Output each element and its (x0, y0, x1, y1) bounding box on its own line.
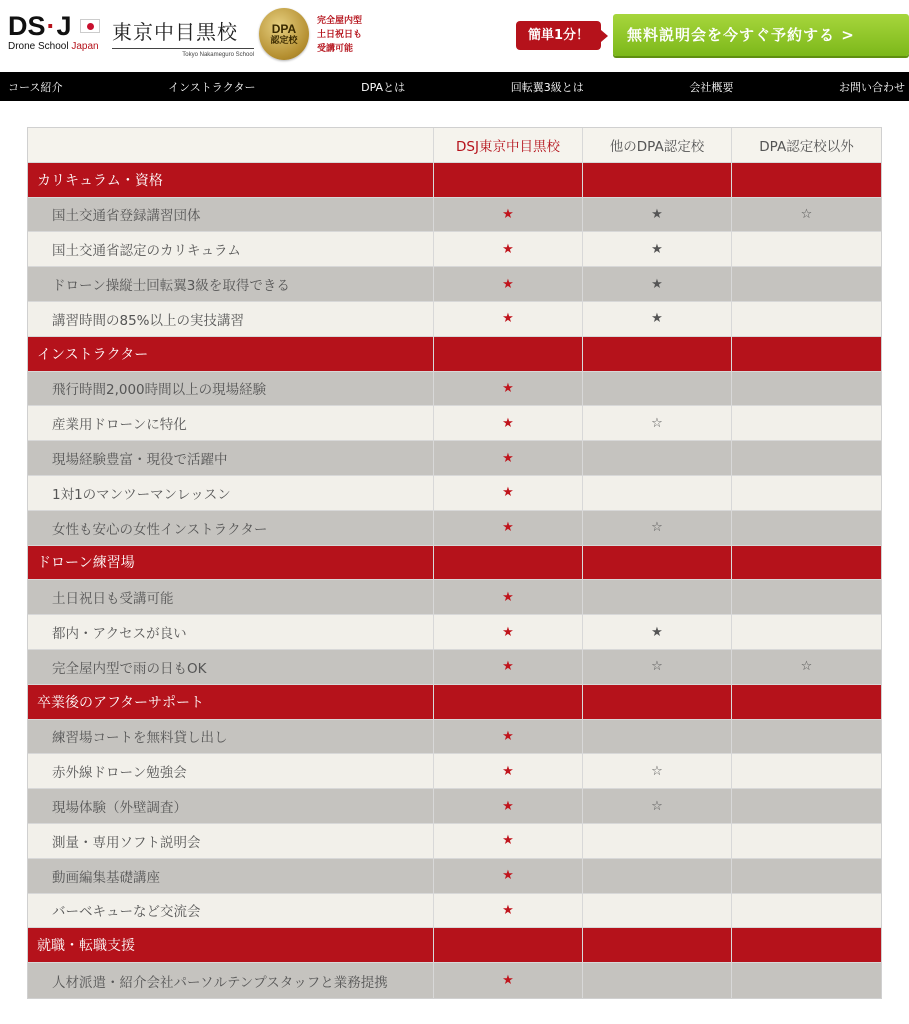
feature-label: 女性も安心の女性インストラクター (28, 511, 434, 545)
mark-cell (583, 198, 732, 232)
table-row (28, 372, 881, 407)
logo-text-dot: · (46, 11, 56, 41)
mark-cell (434, 302, 583, 336)
filled-star-icon: ★ (502, 589, 514, 605)
category-cell (583, 163, 732, 197)
feature-label: 国土交通省登録講習団体 (28, 198, 434, 232)
table-row (28, 406, 881, 441)
feature-label: 動画編集基礎講座 (28, 859, 434, 893)
mark-cell (434, 267, 583, 301)
outline-star-icon: ☆ (651, 798, 663, 814)
feature-label: 国土交通省認定のカリキュラム (28, 232, 434, 266)
logo-text-j: J (56, 11, 72, 41)
table-row (28, 615, 881, 650)
mark-cell (732, 476, 881, 510)
category-cell (732, 163, 881, 197)
table-row (28, 476, 881, 511)
badge-bottom-text: 認定校 (270, 35, 298, 46)
filled-star-icon: ★ (502, 659, 514, 675)
table-row (28, 302, 881, 337)
mark-cell (732, 580, 881, 614)
mark-cell (583, 267, 732, 301)
mark-cell (583, 615, 732, 649)
category-cell (732, 337, 881, 371)
site-header (0, 0, 909, 72)
mark-cell (732, 441, 881, 475)
mark-cell (732, 859, 881, 893)
table-row (28, 580, 881, 615)
category-row (28, 337, 881, 372)
mark-cell (434, 963, 583, 998)
logo-text-ds: DS (8, 11, 46, 41)
feature-label: 1対1のマンツーマンレッスン (28, 476, 434, 510)
feature-label: 人材派遣・紹介会社パーソルテンプスタッフと業務提携 (28, 963, 434, 998)
feature-label: 講習時間の85%以上の実技講習 (28, 302, 434, 336)
table-row (28, 720, 881, 755)
mark-cell (732, 232, 881, 266)
feature-list (317, 14, 362, 56)
mark-cell (583, 963, 732, 998)
mark-cell (732, 650, 881, 684)
mark-cell (434, 198, 583, 232)
mark-cell (732, 302, 881, 336)
filled-star-icon: ★ (651, 624, 663, 640)
category-row (28, 546, 881, 581)
mark-cell (583, 441, 732, 475)
category-cell (583, 546, 732, 580)
table-row (28, 789, 881, 824)
category-cell (583, 685, 732, 719)
mark-cell (732, 824, 881, 858)
logo-subtitle (8, 41, 108, 52)
table-row (28, 267, 881, 302)
feature-label: 産業用ドローンに特化 (28, 406, 434, 440)
table-row (28, 859, 881, 894)
table-header-row (28, 128, 881, 163)
column-header-other-dpa: 他のDPA認定校 (583, 128, 732, 162)
mark-cell (732, 198, 881, 232)
column-header-dsj: DSJ東京中目黒校 (434, 128, 583, 162)
badge-top-text: DPA (271, 21, 297, 36)
mark-cell (434, 894, 583, 928)
filled-star-icon: ★ (502, 276, 514, 292)
feature-item: 土日祝日も (317, 30, 363, 40)
filled-star-icon: ★ (502, 450, 514, 466)
category-row (28, 685, 881, 720)
category-cell (732, 546, 881, 580)
school-name-en: Tokyo Nakameguro School (182, 52, 254, 58)
mark-cell (583, 302, 732, 336)
mark-cell (732, 267, 881, 301)
filled-star-icon: ★ (502, 624, 514, 640)
filled-star-icon: ★ (502, 728, 514, 744)
table-row (28, 963, 881, 998)
reserve-seminar-button[interactable]: 無料説明会を今すぐ予約する > (613, 14, 909, 56)
mark-cell (732, 963, 881, 998)
category-cell (434, 546, 583, 580)
outline-star-icon: ☆ (800, 206, 813, 222)
cta-area (516, 14, 909, 56)
table-row (28, 511, 881, 546)
category-cell (732, 928, 881, 962)
filled-star-icon: ★ (502, 206, 514, 222)
outline-star-icon: ☆ (651, 520, 663, 536)
category-row (28, 163, 881, 198)
outline-star-icon: ☆ (800, 659, 813, 675)
mark-cell (732, 372, 881, 406)
mark-cell (434, 720, 583, 754)
category-cell (583, 928, 732, 962)
school-name: 東京中目黒校 (112, 16, 254, 49)
table-row (28, 232, 881, 267)
feature-label: 現場体験（外壁調査） (28, 789, 434, 823)
feature-label: 土日祝日も受講可能 (28, 580, 434, 614)
mark-cell (434, 754, 583, 788)
filled-star-icon: ★ (502, 833, 514, 849)
category-label: 卒業後のアフターサポート (28, 685, 434, 719)
mark-cell (732, 754, 881, 788)
mark-cell (732, 406, 881, 440)
feature-label: 都内・アクセスが良い (28, 615, 434, 649)
japan-flag-icon (80, 19, 100, 33)
table-row (28, 650, 881, 685)
table-row (28, 441, 881, 476)
mark-cell (732, 894, 881, 928)
school-title (112, 16, 254, 58)
category-row (28, 928, 881, 963)
mark-cell (732, 720, 881, 754)
mark-cell (434, 372, 583, 406)
feature-item: 完全屋内型 (317, 16, 363, 26)
mark-cell (434, 406, 583, 440)
mark-cell (583, 372, 732, 406)
nav-item-instructors[interactable]: インストラクター (168, 80, 256, 94)
mark-cell (434, 615, 583, 649)
dpa-certified-badge-icon (259, 8, 309, 60)
mark-cell (583, 754, 732, 788)
feature-label: ドローン操縦士回転翼3級を取得できる (28, 267, 434, 301)
category-cell (434, 337, 583, 371)
mark-cell (732, 789, 881, 823)
mark-cell (583, 720, 732, 754)
mark-cell (434, 476, 583, 510)
filled-star-icon: ★ (502, 763, 514, 779)
mark-cell (434, 580, 583, 614)
category-cell (434, 685, 583, 719)
mark-cell (434, 824, 583, 858)
mark-cell (583, 476, 732, 510)
feature-label: 飛行時間2,000時間以上の現場経験 (28, 372, 434, 406)
mark-cell (732, 615, 881, 649)
filled-star-icon: ★ (502, 973, 514, 989)
mark-cell (583, 406, 732, 440)
filled-star-icon: ★ (502, 520, 514, 536)
logo-subtitle-right: Japan (71, 41, 99, 52)
table-row (28, 754, 881, 789)
category-label: インストラクター (28, 337, 434, 371)
global-nav (0, 72, 909, 101)
category-label: 就職・転職支援 (28, 928, 434, 962)
outline-star-icon: ☆ (651, 415, 663, 431)
logo-subtitle-left: Drone School (8, 41, 69, 52)
table-row (28, 894, 881, 929)
mark-cell (434, 859, 583, 893)
mark-cell (434, 441, 583, 475)
nav-item-contact[interactable]: お問い合わせ (838, 80, 905, 94)
filled-star-icon: ★ (502, 241, 514, 257)
nav-item-courses[interactable]: コース紹介 (8, 80, 63, 94)
filled-star-icon: ★ (502, 415, 514, 431)
column-header-non-dpa: DPA認定校以外 (732, 128, 881, 162)
table-header-blank (28, 128, 434, 162)
category-cell (583, 337, 732, 371)
filled-star-icon: ★ (502, 868, 514, 884)
dsj-logo[interactable] (8, 12, 108, 56)
category-cell (434, 163, 583, 197)
feature-label: バーベキューなど交流会 (28, 894, 434, 928)
outline-star-icon: ☆ (651, 659, 663, 675)
mark-cell (732, 511, 881, 545)
feature-item: 受講可能 (317, 44, 354, 54)
filled-star-icon: ★ (651, 311, 663, 327)
mark-cell (583, 859, 732, 893)
mark-cell (434, 511, 583, 545)
mark-cell (583, 824, 732, 858)
category-label: カリキュラム・資格 (28, 163, 434, 197)
nav-item-rotary-3rd-class[interactable]: 回転翼3級とは (510, 80, 584, 94)
mark-cell (583, 511, 732, 545)
mark-cell (583, 232, 732, 266)
mark-cell (434, 232, 583, 266)
category-cell (434, 928, 583, 962)
category-cell (732, 685, 881, 719)
feature-label: 測量・専用ソフト説明会 (28, 824, 434, 858)
logo-wordmark (8, 12, 108, 40)
nav-item-about-dpa[interactable]: DPAとは (361, 80, 406, 94)
table-row (28, 824, 881, 859)
filled-star-icon: ★ (502, 485, 514, 501)
mark-cell (583, 580, 732, 614)
mark-cell (583, 789, 732, 823)
mark-cell (434, 650, 583, 684)
table-row (28, 198, 881, 233)
filled-star-icon: ★ (502, 902, 514, 918)
feature-label: 赤外線ドローン勉強会 (28, 754, 434, 788)
filled-star-icon: ★ (502, 798, 514, 814)
comparison-table (27, 127, 882, 999)
filled-star-icon: ★ (502, 380, 514, 396)
mark-cell (583, 894, 732, 928)
filled-star-icon: ★ (651, 276, 663, 292)
feature-label: 練習場コートを無料貸し出し (28, 720, 434, 754)
mark-cell (583, 650, 732, 684)
filled-star-icon: ★ (651, 206, 663, 222)
category-label: ドローン練習場 (28, 546, 434, 580)
filled-star-icon: ★ (651, 241, 663, 257)
mark-cell (434, 789, 583, 823)
cta-tag: 簡単1分！ (516, 21, 601, 50)
filled-star-icon: ★ (502, 311, 514, 327)
nav-item-company[interactable]: 会社概要 (689, 80, 734, 94)
outline-star-icon: ☆ (651, 763, 663, 779)
feature-label: 完全屋内型で雨の日もOK (28, 650, 434, 684)
feature-label: 現場経験豊富・現役で活躍中 (28, 441, 434, 475)
